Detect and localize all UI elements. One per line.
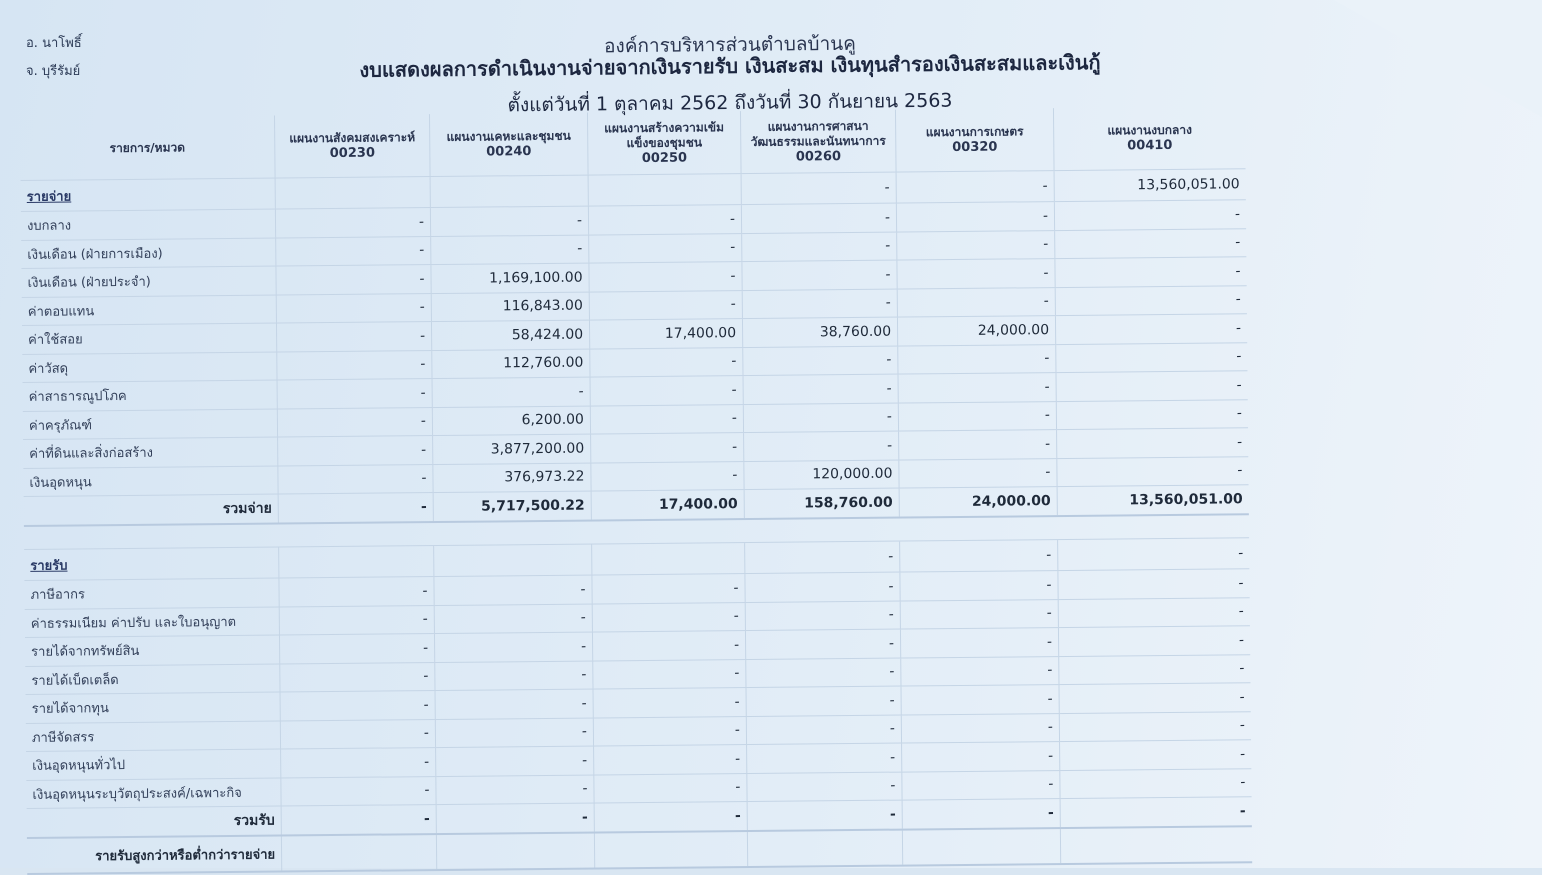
total-value: 17,400.00	[592, 490, 745, 519]
row-value: -	[593, 631, 746, 660]
balance-cell	[437, 834, 595, 870]
row-value: -	[899, 459, 1057, 488]
row-value: -	[1237, 462, 1243, 479]
row-value: -	[1237, 434, 1243, 451]
row-value: -	[277, 294, 432, 323]
row-value: 116,843.00	[432, 292, 590, 321]
row-value: -	[591, 462, 744, 491]
row-value: -	[278, 465, 433, 494]
report-title: งบแสดงผลการดำเนินงานจ่ายจากเงินรายรับ เงินสะสม เงินทุนสำรองเงินสะสมและเงินกู้	[359, 50, 1101, 82]
section-value-cell: -	[742, 173, 897, 204]
row-label: ค่าตอบแทน	[22, 295, 277, 325]
total-label-cell	[27, 807, 282, 837]
row-value: -	[591, 433, 744, 462]
row-value: -	[1238, 575, 1244, 592]
row-value: -	[436, 718, 594, 747]
section-value-cell: -	[1238, 545, 1244, 562]
section-value-cell	[589, 174, 742, 205]
total-value: -	[437, 804, 595, 834]
row-label: ภาษีอากร	[24, 579, 279, 609]
balance-cell	[595, 832, 748, 867]
row-value: -	[1234, 206, 1241, 223]
row-value: -	[747, 687, 902, 716]
total-value: -	[282, 805, 437, 834]
row-value: -	[1238, 632, 1245, 649]
section-value-cell: 13,560,051.00	[1137, 176, 1240, 194]
report-period: ตั้งแต่วันที่ 1 ตุลาคม 2562 ถึงวันที่ 30 กันยายน 2563	[507, 89, 953, 117]
row-value: -	[743, 289, 898, 318]
row-value: -	[897, 231, 1055, 260]
header-cell: แผนงานการเกษตร 00320	[896, 108, 1055, 172]
row-value: -	[589, 205, 742, 234]
row-label: รายได้จากทรัพย์สิน	[25, 636, 280, 666]
row-value: -	[902, 714, 1060, 743]
balance-cell	[282, 835, 437, 870]
row-value: -	[745, 573, 900, 602]
row-value: -	[590, 348, 743, 377]
row-value: -	[280, 634, 435, 663]
row-value: -	[742, 261, 897, 290]
row-value: -	[278, 379, 433, 408]
total-value: -	[279, 493, 434, 522]
section-value-cell	[592, 543, 745, 574]
row-value: 1,169,100.00	[431, 264, 589, 293]
section-value-cell	[434, 545, 592, 577]
header-cell: แผนงานเคหะและชุมชน 00240	[430, 113, 589, 177]
row-value: -	[1236, 377, 1242, 394]
row-value: -	[897, 259, 1055, 288]
row-value: -	[899, 430, 1057, 459]
row-value: -	[278, 436, 433, 465]
row-value: -	[592, 574, 745, 603]
total-value: -	[595, 802, 748, 831]
row-value: -	[280, 663, 435, 692]
total-value: 24,000.00	[900, 487, 1058, 517]
row-label: ค่าวัสดุ	[22, 352, 277, 382]
financial-table	[20, 106, 1252, 875]
header-cell: รายการ/หมวด	[20, 116, 276, 180]
row-value: -	[589, 234, 742, 263]
row-value: -	[1235, 234, 1241, 251]
header-cell: แผนงานงบกลาง 00410	[1107, 122, 1192, 154]
row-value: -	[1240, 774, 1246, 791]
header-cell: แผนงานการศาสนาวัฒนธรรมและนันทนาการ 00260	[741, 110, 897, 173]
row-value: -	[436, 747, 594, 776]
row-value: -	[591, 405, 744, 434]
row-value: -	[281, 720, 436, 749]
row-value: -	[743, 346, 898, 375]
district-label: อ. นาโพธิ์	[26, 36, 82, 51]
row-value: 38,760.00	[743, 318, 898, 347]
section-label-cell	[21, 179, 276, 211]
row-value: -	[744, 432, 899, 461]
total-label: รวมจ่าย	[222, 500, 272, 518]
row-value: -	[433, 378, 591, 407]
row-value: -	[589, 262, 742, 291]
row-label: ค่าธรรมเนียม ค่าปรับ และใบอนุญาต	[25, 607, 280, 637]
row-value: -	[747, 715, 902, 744]
row-value: -	[744, 403, 899, 432]
row-label: ค่าสาธารณูปโภค	[23, 381, 278, 411]
section-value-cell	[276, 177, 431, 208]
row-value: -	[594, 688, 747, 717]
row-value: -	[435, 633, 593, 662]
table-header	[20, 106, 1246, 181]
row-label: รายได้เบ็ดเตล็ด	[25, 664, 280, 694]
row-value: -	[593, 603, 746, 632]
section-value-cell: -	[897, 171, 1055, 203]
total-value: -	[748, 801, 903, 830]
section-value-cell	[279, 546, 434, 577]
row-value: 24,000.00	[898, 316, 1056, 345]
row-value: -	[897, 202, 1055, 231]
row-value: 17,400.00	[590, 319, 743, 348]
row-value: -	[278, 408, 433, 437]
row-value: -	[901, 600, 1059, 629]
row-value: -	[436, 775, 594, 804]
row-value: -	[747, 772, 902, 801]
row-value: -	[431, 207, 589, 236]
total-value: 158,760.00	[745, 489, 900, 518]
row-label: เงินอุดหนุนระบุวัตถุประสงค์/เฉพาะกิจ	[26, 778, 281, 808]
row-value: -	[898, 345, 1056, 374]
row-label: เงินอุดหนุนทั่วไป	[26, 750, 281, 780]
row-value: -	[594, 745, 747, 774]
row-value: -	[742, 232, 897, 261]
row-value: -	[281, 748, 436, 777]
row-value: -	[436, 690, 594, 719]
row-value: -	[435, 604, 593, 633]
income-section	[24, 538, 1252, 839]
row-value: -	[1238, 603, 1244, 620]
row-value: -	[1239, 689, 1245, 706]
row-value: -	[747, 744, 902, 773]
row-value: -	[434, 576, 592, 605]
row-value: -	[277, 351, 432, 380]
row-value: -	[902, 771, 1060, 800]
row-value: 120,000.00	[744, 460, 899, 489]
row-value: -	[900, 571, 1058, 600]
row-label: เงินเดือน (ฝ่ายการเมือง)	[21, 238, 276, 268]
balance-label-cell	[27, 837, 282, 873]
row-label: งบกลาง	[21, 210, 276, 240]
row-value: 6,200.00	[433, 406, 591, 435]
row-label: ค่าใช้สอย	[22, 324, 277, 354]
row-value: 3,877,200.00	[433, 435, 591, 464]
section-value-cell: -	[900, 540, 1058, 572]
row-value: -	[902, 742, 1060, 771]
expense-section	[21, 169, 1249, 527]
row-value: -	[746, 601, 901, 630]
row-value: -	[1236, 405, 1242, 422]
row-value: -	[277, 322, 432, 351]
row-value: -	[901, 657, 1059, 686]
row-value: -	[431, 235, 589, 264]
row-label: ค่าครุภัณฑ์	[23, 409, 278, 439]
row-value: -	[590, 291, 743, 320]
row-value: -	[276, 208, 431, 237]
row-value: -	[746, 658, 901, 687]
row-label: เงินอุดหนุน	[23, 466, 278, 496]
row-value: -	[594, 774, 747, 803]
row-value: -	[591, 376, 744, 405]
row-value: 112,760.00	[432, 349, 590, 378]
section-label-cell	[24, 548, 279, 580]
row-value: -	[746, 630, 901, 659]
row-value: -	[899, 373, 1057, 402]
balance-label: รายรับสูงกว่าหรือต่ำกว่ารายจ่าย	[95, 847, 276, 864]
row-value: -	[281, 691, 436, 720]
row-value: -	[1235, 263, 1241, 280]
page-corner	[1222, 0, 1542, 260]
row-value: -	[435, 661, 593, 690]
row-value: -	[742, 204, 897, 233]
row-value: -	[898, 288, 1056, 317]
row-value: -	[744, 375, 899, 404]
section-value-cell: -	[745, 542, 900, 573]
total-label: รวมรับ	[233, 812, 275, 829]
row-value: -	[276, 237, 431, 266]
row-value: -	[1235, 291, 1241, 308]
section-title: รายรับ	[30, 558, 68, 574]
row-value: -	[1235, 320, 1242, 337]
row-value: -	[1239, 660, 1245, 677]
row-value: 58,424.00	[432, 321, 590, 350]
row-label: ภาษีจัดสรร	[26, 721, 281, 751]
row-value: -	[280, 606, 435, 635]
total-value: 13,560,051.00	[1129, 491, 1243, 509]
section-value-cell	[431, 176, 589, 208]
total-value: 5,717,500.22	[434, 492, 592, 522]
row-value: -	[279, 577, 434, 606]
row-value: -	[901, 628, 1059, 657]
row-value: -	[593, 660, 746, 689]
header-cell: แผนงานสังคมสงเคราะห์ 00230	[275, 114, 431, 177]
row-label: ค่าที่ดินและสิ่งก่อสร้าง	[23, 438, 278, 468]
section-title: รายจ่าย	[26, 189, 72, 205]
row-value: -	[276, 265, 431, 294]
total-label-cell	[24, 495, 279, 525]
row-value: -	[901, 685, 1059, 714]
row-value: -	[1240, 746, 1246, 763]
row-value: -	[1236, 348, 1242, 365]
row-label: รายได้จากทุน	[26, 693, 281, 723]
row-value: -	[594, 717, 747, 746]
balance-cell	[903, 829, 1061, 865]
row-value: -	[281, 777, 436, 806]
total-value: -	[903, 799, 1061, 829]
row-value: -	[1239, 717, 1245, 734]
row-value: 376,973.22	[433, 463, 591, 492]
row-value: -	[899, 402, 1057, 431]
org-name: องค์การบริหารส่วนตำบลบ้านคู	[603, 32, 857, 58]
total-value: -	[1239, 803, 1246, 820]
header-cell: แผนงานสร้างความเข้มแข็งของชุมชน 00250	[588, 111, 742, 174]
balance-cell	[1061, 827, 1252, 863]
balance-cell	[748, 831, 903, 866]
row-label: เงินเดือน (ฝ่ายประจำ)	[21, 267, 276, 297]
province-label: จ. บุรีรัมย์	[26, 64, 81, 79]
